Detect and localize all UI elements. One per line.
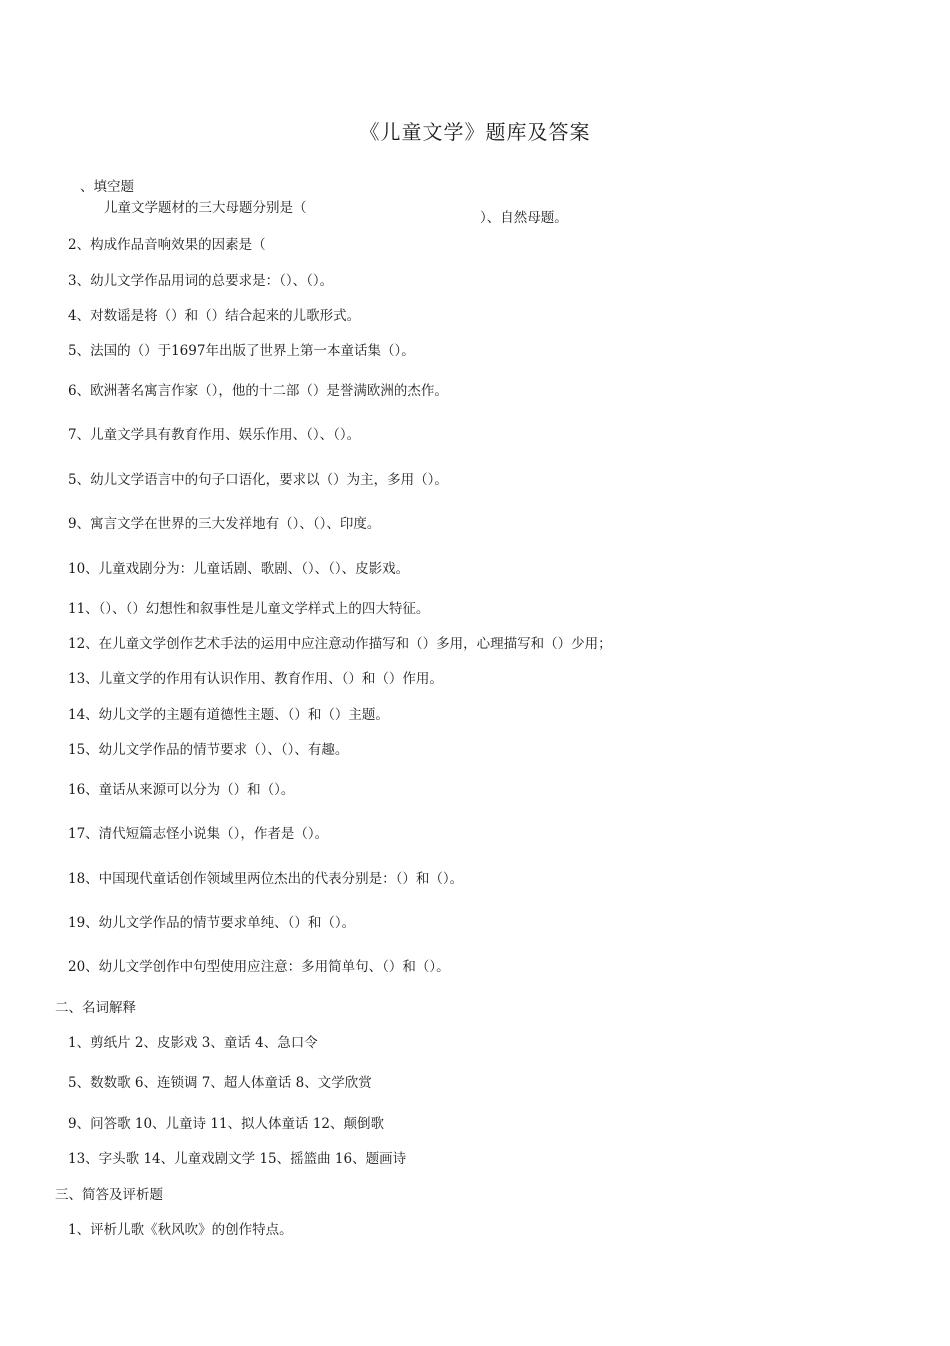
question-1-part1: 儿童文学题材的三大母题分别是（: [104, 200, 307, 216]
section-heading-fill: 、填空题: [80, 179, 134, 195]
question-10: 10、儿童戏剧分为：儿童话剧、歌剧、（）、（）、皮影戏。: [68, 561, 410, 577]
section-heading-terms: 二、名词解释: [55, 1000, 136, 1016]
section-heading-short: 三、简答及评析题: [55, 1187, 163, 1203]
short-line-1: 1、评析儿歌《秋风吹》的创作特点。: [68, 1222, 293, 1238]
question-6: 6、欧洲著名寓言作家（），他的十二部（）是誉满欧洲的杰作。: [68, 383, 448, 399]
question-12: 12、在儿童文学创作艺术手法的运用中应注意动作描写和（）多用，心理描写和（）少用；: [68, 636, 612, 652]
question-7: 7、儿童文学具有教育作用、娱乐作用、（）、（）。: [68, 427, 361, 443]
terms-line-3: 9、问答歌 10、儿童诗 11、拟人体童话 12、颠倒歌: [68, 1116, 384, 1132]
question-13: 13、儿童文学的作用有认识作用、教育作用、（）和（）作用。: [68, 671, 443, 687]
terms-line-4: 13、字头歌 14、儿童戏剧文学 15、摇篮曲 16、题画诗: [68, 1151, 407, 1167]
terms-line-2: 5、数数歌 6、连锁调 7、超人体童话 8、文学欣赏: [68, 1075, 372, 1091]
question-14: 14、幼儿文学的主题有道德性主题、（）和（）主题。: [68, 707, 389, 723]
question-8: 5、幼儿文学语言中的句子口语化，要求以（）为主，多用（）。: [68, 472, 448, 488]
question-1-part2: ）、自然母题。: [480, 210, 568, 226]
question-3: 3、幼儿文学作品用词的总要求是：（）、（）。: [68, 273, 334, 289]
question-15: 15、幼儿文学作品的情节要求（）、（）、有趣。: [68, 742, 349, 758]
question-18: 18、中国现代童话创作领域里两位杰出的代表分别是：（）和（）。: [68, 871, 464, 887]
question-4: 4、对数谣是将（）和（）结合起来的儿歌形式。: [68, 308, 361, 324]
question-16: 16、童话从来源可以分为（）和（）。: [68, 782, 295, 798]
document-title: 《儿童文学》题库及答案: [359, 120, 591, 144]
terms-line-1: 1、剪纸片 2、皮影戏 3、童话 4、急口令: [68, 1035, 318, 1051]
question-11: 11、（）、（）幻想性和叙事性是儿童文学样式上的四大特征。: [68, 601, 430, 617]
question-2: 2、构成作品音响效果的因素是（: [68, 237, 266, 253]
question-9: 9、寓言文学在世界的三大发祥地有（）、（）、印度。: [68, 516, 381, 532]
question-20: 20、幼儿文学创作中句型使用应注意：多用简单句、（）和（）。: [68, 959, 450, 975]
question-19: 19、幼儿文学作品的情节要求单纯、（）和（）。: [68, 915, 356, 931]
question-5: 5、法国的（）于1697年出版了世界上第一本童话集（）。: [68, 343, 415, 359]
question-17: 17、清代短篇志怪小说集（），作者是（）。: [68, 826, 329, 842]
